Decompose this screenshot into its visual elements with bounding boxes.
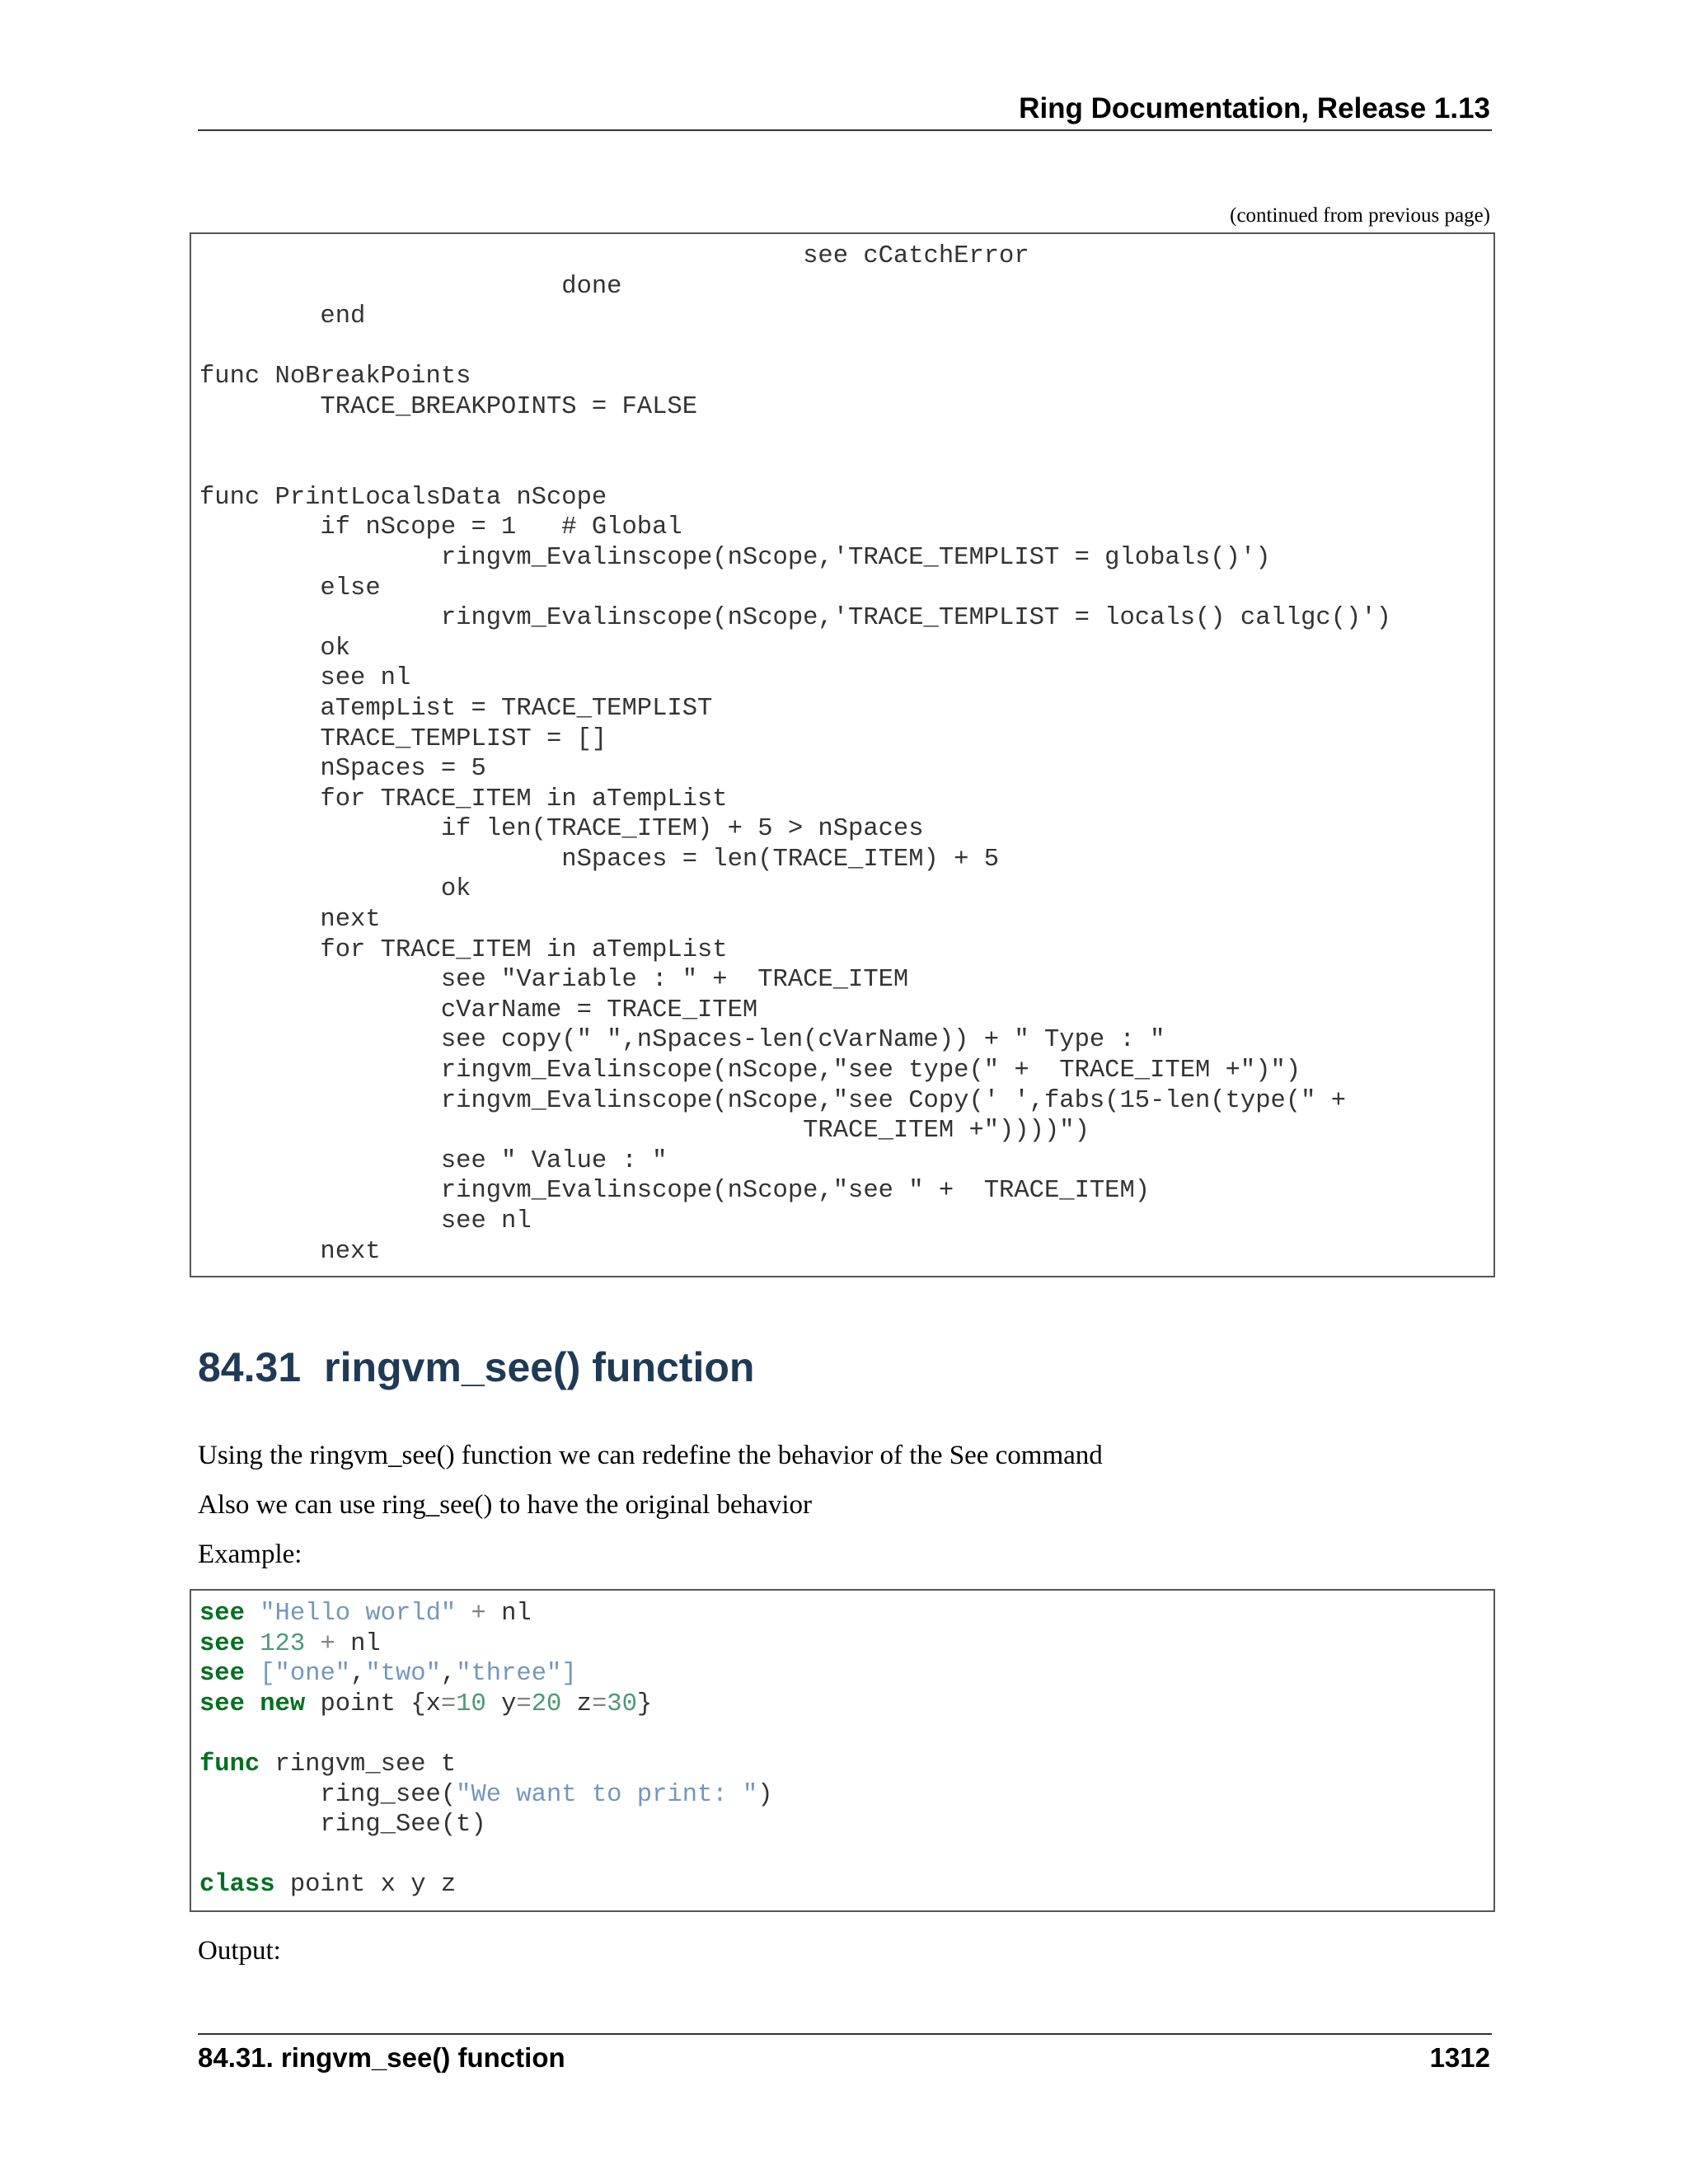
code-line: ok [199,634,351,663]
code-line: for TRACE_ITEM in aTempList [199,935,728,964]
code-token [245,1660,260,1688]
code-line [199,1781,773,1809]
code-line: ringvm_Evalinscope(nScope,'TRACE_TEMPLIST = locals() callgc()') [199,604,1391,633]
code-token: ringvm_see t [260,1750,457,1779]
code-line: ringvm_Evalinscope(nScope,'TRACE_TEMPLIST = globals()') [199,543,1271,572]
code-token: y [485,1690,517,1718]
code-token: func [199,1750,260,1779]
code-line: see nl [199,664,411,693]
code-token: see [199,1629,245,1658]
code-token: "We want to print: " [456,1780,758,1809]
code-token: nl [335,1629,381,1658]
code-token: ] [561,1660,577,1689]
code-token [456,1600,471,1628]
code-line: nSpaces = len(TRACE_ITEM) + 5 [199,845,1000,874]
code-token: [ [260,1660,275,1689]
code-token: 30 [607,1690,637,1718]
code-token [305,1630,320,1658]
code-line: ok [199,875,471,904]
code-line: next [199,906,381,935]
code-listing-2 [191,1599,1493,1900]
code-token: class [199,1871,275,1900]
code-line: TRACE_TEMPLIST = [] [199,724,607,753]
code-listing-1 [191,241,1493,1267]
code-token [245,1690,260,1718]
header-rule [198,129,1492,131]
code-token: "three" [456,1660,562,1689]
code-line: if nScope = 1 # Global [199,513,682,542]
code-token: 10 [456,1690,486,1718]
code-line [199,1660,577,1688]
paragraph-example-label: Example: [198,1540,302,1569]
code-token: ) [757,1780,773,1809]
code-line: end [199,302,366,331]
code-line: TRACE_ITEM +"))))") [199,1117,1090,1146]
code-line [199,1750,456,1779]
code-token: z [561,1690,592,1718]
running-header-title: Ring Documentation, Release 1.13 [1019,92,1490,124]
code-line: if len(TRACE_ITEM) + 5 > nSpaces [199,815,924,844]
code-token: see [199,1660,245,1689]
code-token: = [516,1690,532,1718]
section-title: ringvm_see() function [324,1344,755,1390]
code-line: see " Value : " [199,1146,668,1175]
code-line: see "Variable : " + TRACE_ITEM [199,966,909,995]
code-line: done [199,272,622,301]
paragraph-intro: Using the ringvm_see() function we can redefine the behavior of the See command [198,1441,1103,1470]
code-line: ringvm_Evalinscope(nScope,"see Copy(' ',fabs(15-len(type(" + [199,1086,1347,1115]
code-token: , [350,1660,366,1689]
code-token: see [199,1600,245,1628]
section-heading [198,1343,754,1391]
code-line [199,1630,381,1658]
code-line: next [199,1237,381,1266]
code-line: else [199,574,381,602]
code-line: TRACE_BREAKPOINTS = FALSE [199,392,697,421]
code-token: = [591,1690,607,1718]
code-token: 20 [531,1690,562,1718]
code-token [245,1630,260,1658]
footer-rule [198,2033,1492,2035]
code-token: 123 [260,1629,306,1658]
code-line [199,1871,456,1899]
code-line: func NoBreakPoints [199,363,471,391]
code-token: ring_See(t) [199,1811,486,1840]
code-token: see [199,1690,245,1718]
code-token: point x y z [274,1871,457,1900]
code-block-trace-functions [190,232,1495,1277]
code-line: ringvm_Evalinscope(nScope,"see " + TRACE_ITEM) [199,1177,1151,1206]
code-block-example [190,1589,1495,1912]
code-line: see cCatchError [199,242,1029,270]
code-token: = [440,1690,457,1718]
code-line: ringvm_Evalinscope(nScope,"see type(" + TRACE_ITEM +")") [199,1057,1301,1085]
code-line [199,1811,486,1839]
code-token: "Hello world" [260,1600,457,1628]
section-number: 84.31 [198,1344,302,1390]
code-line: see copy(" ",nSpaces-len(cVarName)) + " Type : " [199,1026,1165,1055]
code-token: + [471,1600,486,1628]
code-line: func PrintLocalsData nScope [199,483,607,512]
footer-page-number: 1312 [1429,2042,1490,2073]
code-token: } [636,1690,653,1718]
code-token: "one" [274,1660,351,1689]
footer-section-label: 84.31. ringvm_see() function [198,2042,565,2073]
code-line [199,1600,532,1628]
code-token: ring_see( [199,1780,457,1809]
code-line: see nl [199,1207,532,1235]
code-line: nSpaces = 5 [199,755,486,784]
code-token: , [440,1660,457,1689]
code-line: for TRACE_ITEM in aTempList [199,785,728,813]
code-token: nl [485,1600,532,1628]
paragraph-output-label: Output: [198,1936,281,1966]
code-token [245,1600,260,1628]
code-token: new [260,1690,306,1718]
paragraph-ring-see: Also we can use ring_see() to have the original behavior [198,1490,812,1520]
code-line: cVarName = TRACE_ITEM [199,996,758,1024]
code-line [199,1690,652,1718]
code-line: aTempList = TRACE_TEMPLIST [199,694,713,723]
code-token: "two" [365,1660,441,1689]
code-token: + [320,1629,335,1658]
code-token: point {x [305,1690,441,1718]
continued-note: (continued from previous page) [1230,204,1490,227]
